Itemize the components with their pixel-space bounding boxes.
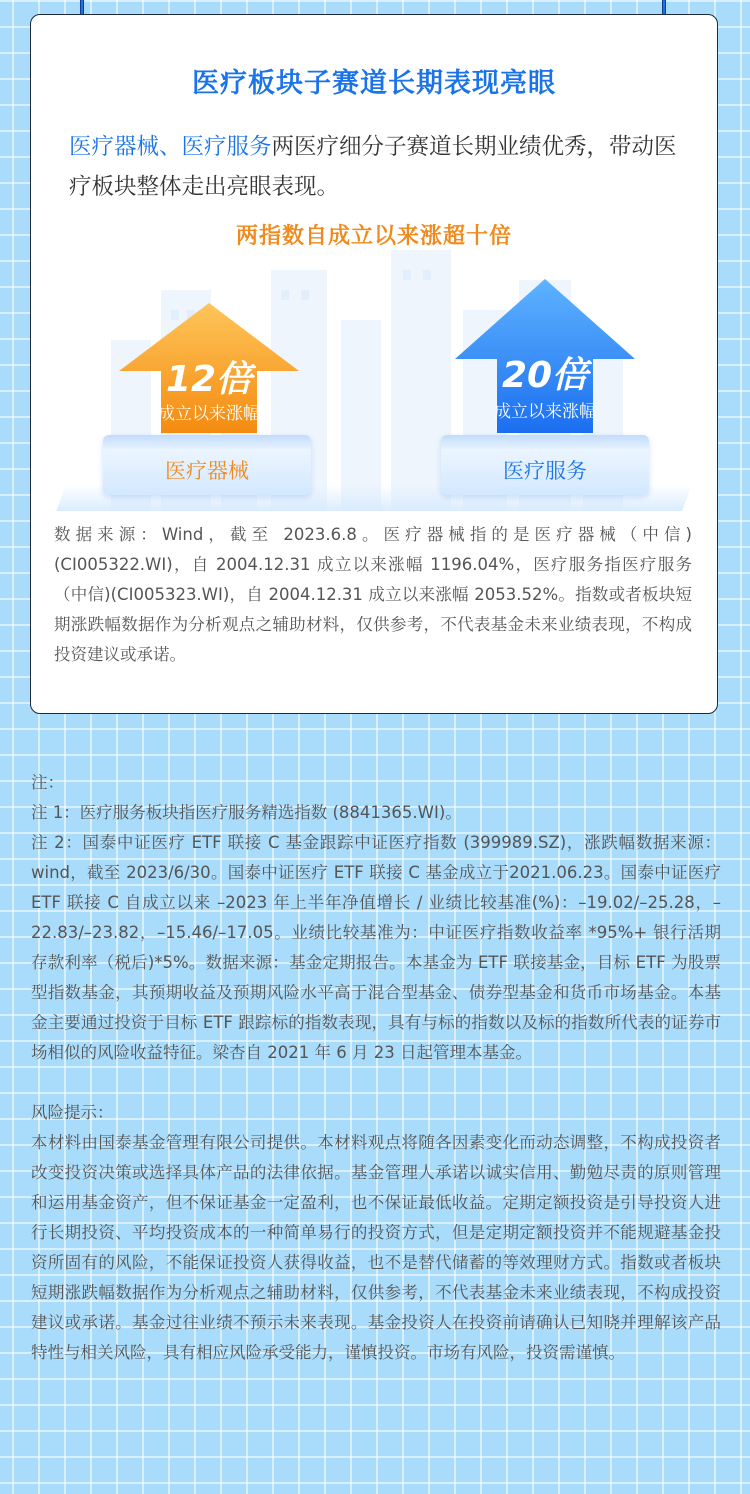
note-1: 注 1：医疗服务板块指医疗服务精选指数 (8841365.WI)。	[31, 803, 462, 822]
note-2: 注 2：国泰中证医疗 ETF 联接 C 基金跟踪中证医疗指数 (399989.SZ)，涨跌幅数据来源：wind，截至 2023/6/30。国泰中证医疗 ETF 联接 C 基金成立于2021.06.23。国泰中证医疗 ETF 联接 C 自成立以来 –2023 年上半年净值增长 / 业绩比较基准(%)：–19.02/–25.28，–22.83/–23.82，–15.46/–17.05。业绩比较基准为：中证医疗指数收益率 *95%+ 银行活期存款利率（税后)*5%。数据来源：基金定期报告。本基金为 ETF 联接基金，目标 ETF 为股票型指数基金，其预期收益及预期风险水平高于混合型基金、债券型基金和货币市场基金。本基金主要通过投资于目标 ETF 跟踪标的指数表现，具有与标的指数以及标的指数所代表的证券市场相似的风险收益特征。梁杏自 2021 年 6 月 23 日起管理本基金。	[31, 833, 721, 1062]
data-source-note: 数据来源：Wind，截至 2023.6.8。医疗器械指的是医疗器械（中信)(CI005322.WI)，自 2004.12.31 成立以来涨幅 1196.04%，医疗服务指医疗服务（中信)(CI005323.WI)，自 2004.12.31 成立以来涨幅 2053.52%。指数或者板块短期涨跌幅数据作为分析观点之辅助材料，仅供参考，不代表基金未来业绩表现，不构成投资建议或承诺。	[54, 525, 692, 664]
pedestal-right	[441, 435, 649, 495]
pedestal-left	[103, 435, 311, 495]
footnotes	[31, 768, 721, 1368]
risk-body: 本材料由国泰基金管理有限公司提供。本材料观点将随各因素变化而动态调整，不构成投资者改变投资决策或选择具体产品的法律依据。基金管理人承诺以诚实信用、勤勉尽责的原则管理和运用基金资产，但不保证基金一定盈利，也不保证最低收益。定期定额投资是引导投资人进行长期投资、平均投资成本的一种简单易行的投资方式，但是定期定额投资并不能规避基金投资所固有的风险，不能保证投资人获得收益，也不是替代储蓄的等效理财方式。指数或者板块短期涨跌幅数据作为分析观点之辅助材料，仅供参考，不代表基金未来业绩表现，不构成投资建议或承诺。基金过往业绩不预示未来表现。基金投资人在投资前请确认已知晓并理解该产品特性与相关风险，具有相应风险承受能力，谨慎投资。市场有风险，投资需谨慎。	[31, 1133, 721, 1362]
arrow-orange-value: 12倍	[165, 359, 253, 400]
growth-subtitle: 两指数自成立以来涨超十倍	[235, 224, 512, 249]
arrow-blue-caption: 成立以来涨幅	[494, 402, 596, 422]
growth-arrow-blue	[445, 279, 645, 422]
risk-heading: 风险提示：	[31, 1103, 114, 1122]
arrow-blue-value: 20倍	[501, 355, 589, 396]
notes-heading: 注：	[31, 773, 64, 792]
label-medical-services: 医疗服务	[503, 459, 587, 483]
label-medical-devices: 医疗器械	[165, 459, 249, 483]
intro-rest: 两医疗细分子赛道长期业绩优秀，带动医疗板块整体走出亮眼表现。	[69, 134, 677, 200]
card-title: 医疗板块子赛道长期表现亮眼	[192, 68, 556, 99]
growth-arrow-orange	[109, 303, 309, 433]
arrow-orange-caption: 成立以来涨幅	[158, 404, 260, 424]
intro-text	[69, 127, 689, 207]
intro-highlight: 医疗器械、医疗服务	[69, 134, 272, 160]
